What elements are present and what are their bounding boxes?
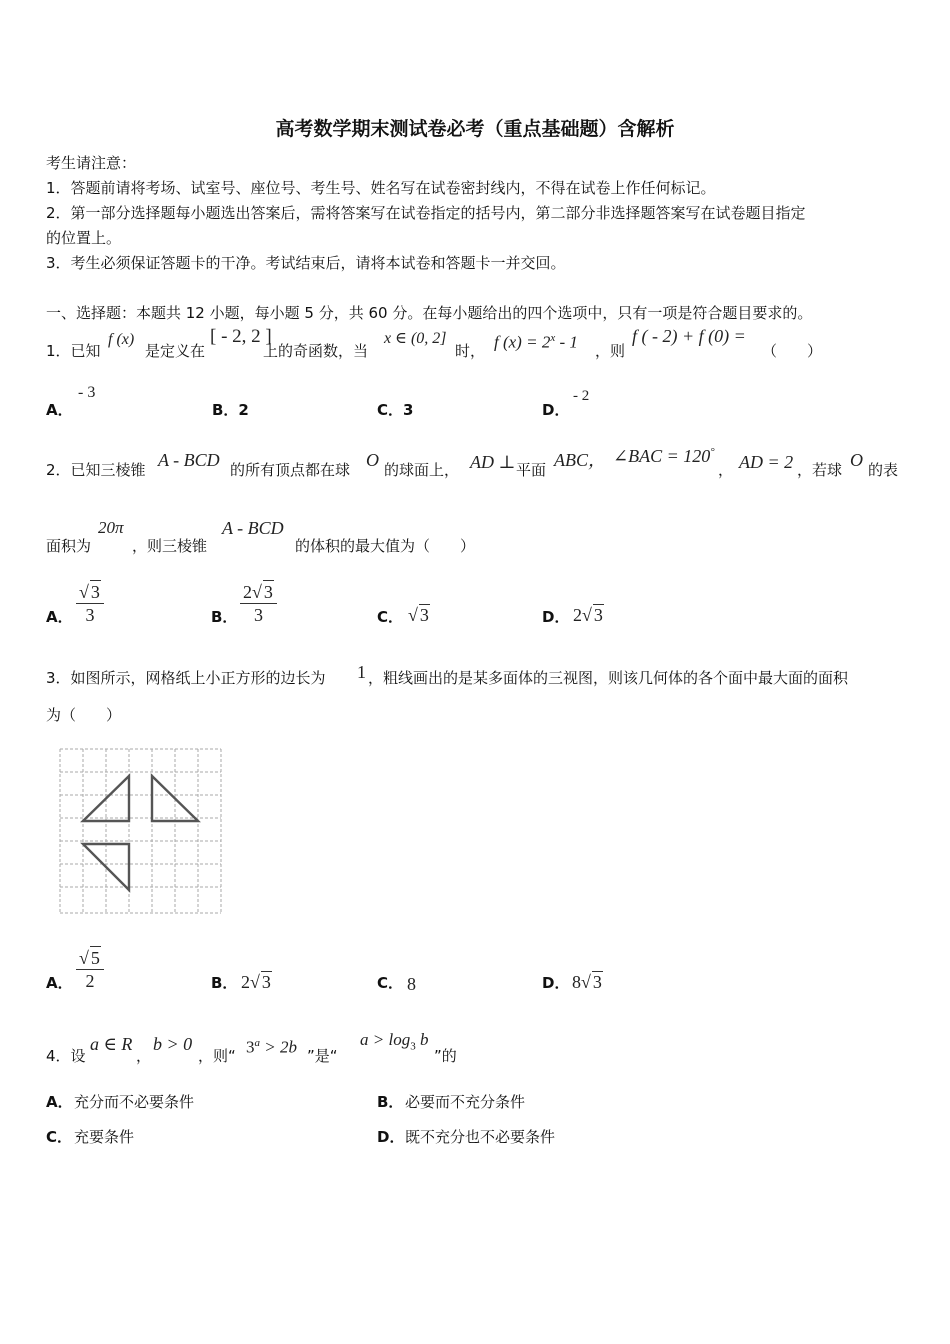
q4-option-a-value: 充分而不必要条件 (74, 1093, 195, 1111)
q2-text-2: 的所有顶点都在球 (230, 461, 351, 479)
q2-math-angle: ∠BAC = 120° (613, 446, 715, 466)
q2-option-d-value: 2√ 3 (573, 605, 603, 625)
q4-math-a-real: a ∈ R (90, 1034, 133, 1054)
q4-math-cond-1: $3^a > 2b$ (246, 1037, 297, 1057)
q1-answer-blank: （ ） (762, 342, 823, 360)
q1-text-3: 上的奇函数，当 (263, 342, 369, 360)
q4-option-b-label: B． (377, 1093, 404, 1111)
q3-option-d-value: 8√ 3 (572, 972, 602, 992)
q2-option-b-value: $\frac{2√ 3}{3}$ (240, 580, 277, 626)
q4-option-d-label: D． (377, 1128, 405, 1146)
q1-math-domain: x ∈ (0, 2] (384, 330, 447, 347)
q4-text-3: ，则“ (198, 1047, 236, 1065)
q2-text-9: ，则三棱锥 (132, 537, 208, 555)
q3-option-a-value: $\frac{√ 5}{2}$ (76, 946, 104, 992)
q2-text-3: 的球面上， (384, 461, 460, 479)
notice-line-2: 2．第一部分选择题每小题选出答案后，需将答案写在试卷指定的括号内，第二部分非选择题答案写在试卷题目指定 (46, 204, 806, 222)
q1-math-interval: [ - 2, 2 ] (210, 326, 272, 347)
q4-math-cond-2: $a > \log_3 b$ (360, 1030, 429, 1053)
q4-text-4: ”是“ (307, 1047, 338, 1065)
q1-option-b: B．2 (212, 401, 249, 419)
q1-option-a-label: A． (46, 401, 73, 419)
q4-text-2: ， (136, 1047, 152, 1065)
q2-text-5: ， (718, 461, 734, 479)
q2-math-ad-perp: AD ⊥ (470, 452, 516, 472)
q3-text-3: 为（ ） (46, 706, 122, 724)
q4-text-1: 4．设 (46, 1047, 86, 1065)
q2-math-ad: AD = 2 (739, 452, 794, 472)
q2-text-4: 平面 (516, 461, 547, 479)
section-heading: 一、选择题：本题共 12 小题，每小题 5 分，共 60 分。在每小题给出的四个选项中，只有一项是符合题目要求的。 (46, 304, 813, 322)
q3-text-1: 3．如图所示，网格纸上小正方形的边长为 (46, 669, 326, 687)
notice-line-3: 3．考生必须保证答题卡的干净。考试结束后，请将本试卷和答题卡一并交回。 (46, 254, 566, 272)
q1-text-1: 1．已知 (46, 342, 101, 360)
q4-option-c-label: C． (46, 1128, 73, 1146)
q4-text-5: ”的 (434, 1047, 457, 1065)
q1-option-c: C．3 (377, 401, 414, 419)
q2-text-7: 的表 (868, 461, 899, 479)
q2-option-a-value: $\frac{√ 3}{3}$ (76, 580, 104, 626)
notice-heading: 考生请注意： (46, 154, 137, 172)
q2-text-6: ，若球 (797, 461, 843, 479)
q4-option-b-value: 必要而不充分条件 (405, 1093, 526, 1111)
q2-math-o: O (366, 450, 379, 470)
notice-line-2-cont: 的位置上。 (46, 229, 122, 247)
q1-option-d-label: D． (542, 401, 570, 419)
q2-option-c-value: √ 3 (408, 605, 429, 625)
notice-line-1: 1．答题前请将考场、试室号、座位号、考生号、姓名写在试卷密封线内，不得在试卷上作任何标记。 (46, 179, 716, 197)
q1-math-expr: f ( - 2) + f (0) = (632, 326, 746, 346)
q3-option-c-label: C． (377, 974, 404, 992)
q2-option-a-label: A． (46, 608, 73, 626)
q2-text-10: 的体积的最大值为（ ） (295, 537, 476, 555)
q2-math-tetra-2: A - BCD (222, 518, 284, 538)
q3-option-c-value: 8 (407, 974, 416, 994)
q2-math-area: 20π (98, 518, 124, 537)
q1-text-5: ，则 (595, 342, 626, 360)
q2-math-abc: ABC， (554, 450, 606, 470)
three-view-figure (56, 745, 226, 917)
q2-text-8: 面积为 (46, 537, 92, 555)
q3-text-2: ，粗线画出的是某多面体的三视图，则该几何体的各个面中最大面的面积 (368, 669, 849, 687)
q2-math-o-2: O (850, 450, 863, 470)
q4-option-c-value: 充要条件 (74, 1128, 135, 1146)
q3-option-b-label: B． (211, 974, 238, 992)
q3-option-b-value: 2√ 3 (241, 972, 271, 992)
q1-option-d-value: - 2 (573, 388, 590, 404)
q3-option-d-label: D． (542, 974, 570, 992)
q4-option-a-label: A． (46, 1093, 73, 1111)
q2-text-1: 2．已知三棱锥 (46, 461, 146, 479)
q3-math-one: 1 (357, 662, 366, 682)
q1-math-fx: f (x) (108, 331, 135, 348)
q2-option-c-label: C． (377, 608, 404, 626)
q1-text-4: 时， (455, 342, 486, 360)
q4-math-b-pos: b > 0 (153, 1034, 193, 1054)
page-title: 高考数学期末测试卷必考（重点基础题）含解析 (275, 118, 675, 140)
q2-math-tetra: A - BCD (158, 450, 220, 470)
q2-option-b-label: B． (211, 608, 238, 626)
q3-option-a-label: A． (46, 974, 73, 992)
q1-text-2: 是定义在 (145, 342, 206, 360)
q4-option-d-value: 既不充分也不必要条件 (405, 1128, 556, 1146)
q1-option-a-value: - 3 (78, 384, 96, 401)
q2-option-d-label: D． (542, 608, 570, 626)
q1-math-def: f $(x) = 2^x - 1$ (494, 332, 578, 352)
